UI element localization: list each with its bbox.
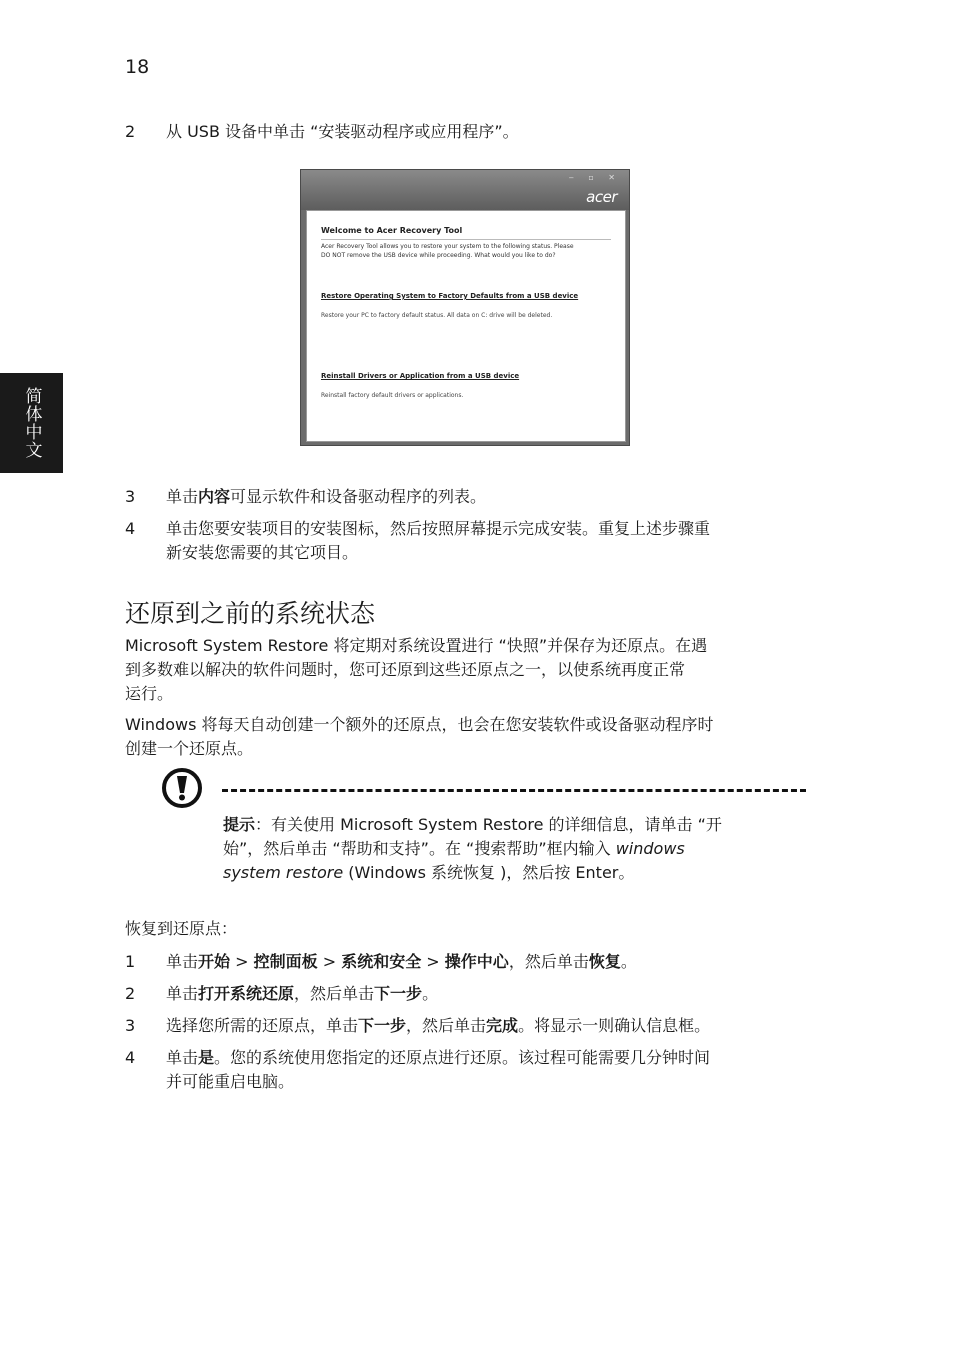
- text-line: 单击您要安装项目的安装图标，然后按照屏幕提示完成安装。重复上述步骤重: [166, 519, 711, 538]
- separator: >: [317, 952, 342, 971]
- welcome-description: [321, 242, 611, 260]
- restore-intro: 恢复到还原点：: [125, 919, 238, 938]
- language-tab-label: 简体中文: [21, 387, 42, 459]
- step-number: 4: [125, 1048, 136, 1067]
- bold-term: 内容: [198, 487, 231, 506]
- step-text: [166, 485, 806, 509]
- note-label: 提示: [223, 815, 256, 834]
- italic-term: system restore: [223, 863, 344, 882]
- bold-term: 下一步: [374, 984, 423, 1003]
- restore-os-description: Restore your PC to factory default status. All data on C: drive will be deleted.: [321, 312, 553, 319]
- step-text: [166, 982, 806, 1006]
- note-text: [223, 813, 813, 885]
- acer-logo: acer: [586, 188, 617, 206]
- text-line: [223, 813, 813, 837]
- text-line: 并可能重启电脑。: [166, 1072, 295, 1091]
- text-line: 创建一个还原点。: [125, 739, 254, 758]
- recovery-tool-screenshot: [300, 169, 630, 446]
- step-number: 4: [125, 519, 136, 538]
- text-span: (Windows 系统恢复 )，然后按 Enter。: [343, 863, 635, 882]
- text-span: ，然后单击: [508, 952, 589, 971]
- step-number: 3: [125, 487, 136, 506]
- text-span: 可显示软件和设备驱动程序的列表。: [230, 487, 487, 506]
- step-number: 1: [125, 952, 136, 971]
- text-span: 。将显示一则确认信息框。: [518, 1016, 711, 1035]
- text-span: 单击: [166, 984, 199, 1003]
- bold-term: 开始: [198, 952, 231, 971]
- text-span: ：有关使用 Microsoft System Restore 的详细信息，请单击 “开: [255, 815, 722, 834]
- text-span: 选择您所需的还原点，单击: [166, 1016, 359, 1035]
- text-line: 到多数难以解决的软件问题时，您可还原到这些还原点之一，以使系统再度正常: [125, 660, 686, 679]
- step-text: [166, 950, 806, 974]
- reinstall-drivers-link[interactable]: Reinstall Drivers or Application from a USB device: [321, 372, 520, 380]
- text-span: 。: [620, 952, 637, 971]
- bold-term: 打开系统还原: [198, 984, 295, 1003]
- page-number: 18: [125, 56, 150, 78]
- separator: >: [421, 952, 445, 971]
- desc-line: Acer Recovery Tool allows you to restore your system to the following status. Please: [321, 243, 574, 250]
- note-divider: [222, 789, 806, 792]
- welcome-heading: Welcome to Acer Recovery Tool: [321, 226, 463, 235]
- divider: [321, 239, 611, 240]
- text-line: 新安装您需要的其它项目。: [166, 543, 359, 562]
- reinstall-drivers-description: Reinstall factory default drivers or applications.: [321, 392, 464, 399]
- text-span: 单击: [166, 1048, 199, 1067]
- italic-term: windows: [615, 839, 685, 858]
- text-span: 单击: [166, 487, 199, 506]
- bold-term: 操作中心: [444, 952, 509, 971]
- window-content: [306, 210, 626, 442]
- bold-term: 完成: [486, 1016, 519, 1035]
- step-number: 2: [125, 984, 136, 1003]
- text-span: 单击: [166, 952, 199, 971]
- window-titlebar: [301, 170, 629, 210]
- desc-line: DO NOT remove the USB device while proceeding. What would you like to do?: [321, 252, 556, 259]
- paragraph-system-restore: [125, 634, 815, 706]
- language-tab: [0, 373, 63, 473]
- section-heading: 还原到之前的系统状态: [125, 599, 376, 628]
- text-span: 。您的系统使用您指定的还原点进行还原。该过程可能需要几分钟时间: [214, 1048, 711, 1067]
- text-line: Microsoft System Restore 将定期对系统设置进行 “快照”并保存为还原点。在遇: [125, 636, 708, 655]
- text-span: ，然后单击: [406, 1016, 487, 1035]
- separator: >: [230, 952, 254, 971]
- text-line: [223, 837, 813, 861]
- step-text: 从 USB 设备中单击 “安装驱动程序或应用程序”。: [166, 122, 519, 141]
- bold-term: 是: [198, 1048, 215, 1067]
- bold-term: 下一步: [358, 1016, 407, 1035]
- paragraph-restore-points: [125, 713, 815, 761]
- text-span: 始”，然后单击 “帮助和支持”。在 “搜索帮助”框内输入: [223, 839, 616, 858]
- text-line: [223, 861, 813, 885]
- restore-os-link[interactable]: Restore Operating System to Factory Defaults from a USB device: [321, 292, 579, 300]
- bold-term: 恢复: [588, 952, 621, 971]
- text-line: Windows 将每天自动创建一个额外的还原点，也会在您安装软件或设备驱动程序时: [125, 715, 714, 734]
- step-text: [166, 517, 806, 565]
- bold-term: 控制面板: [253, 952, 318, 971]
- text-line: [166, 1046, 806, 1070]
- text-line: 运行。: [125, 684, 174, 703]
- warning-icon: [162, 768, 202, 808]
- step-number: 2: [125, 122, 136, 141]
- text-span: ，然后单击: [294, 984, 375, 1003]
- step-text: [166, 1046, 806, 1094]
- bold-term: 系统和安全: [341, 952, 422, 971]
- window-controls-icon: ‒ ▫ ✕: [568, 173, 621, 182]
- text-span: 。: [422, 984, 439, 1003]
- step-text: [166, 1014, 806, 1038]
- step-number: 3: [125, 1016, 136, 1035]
